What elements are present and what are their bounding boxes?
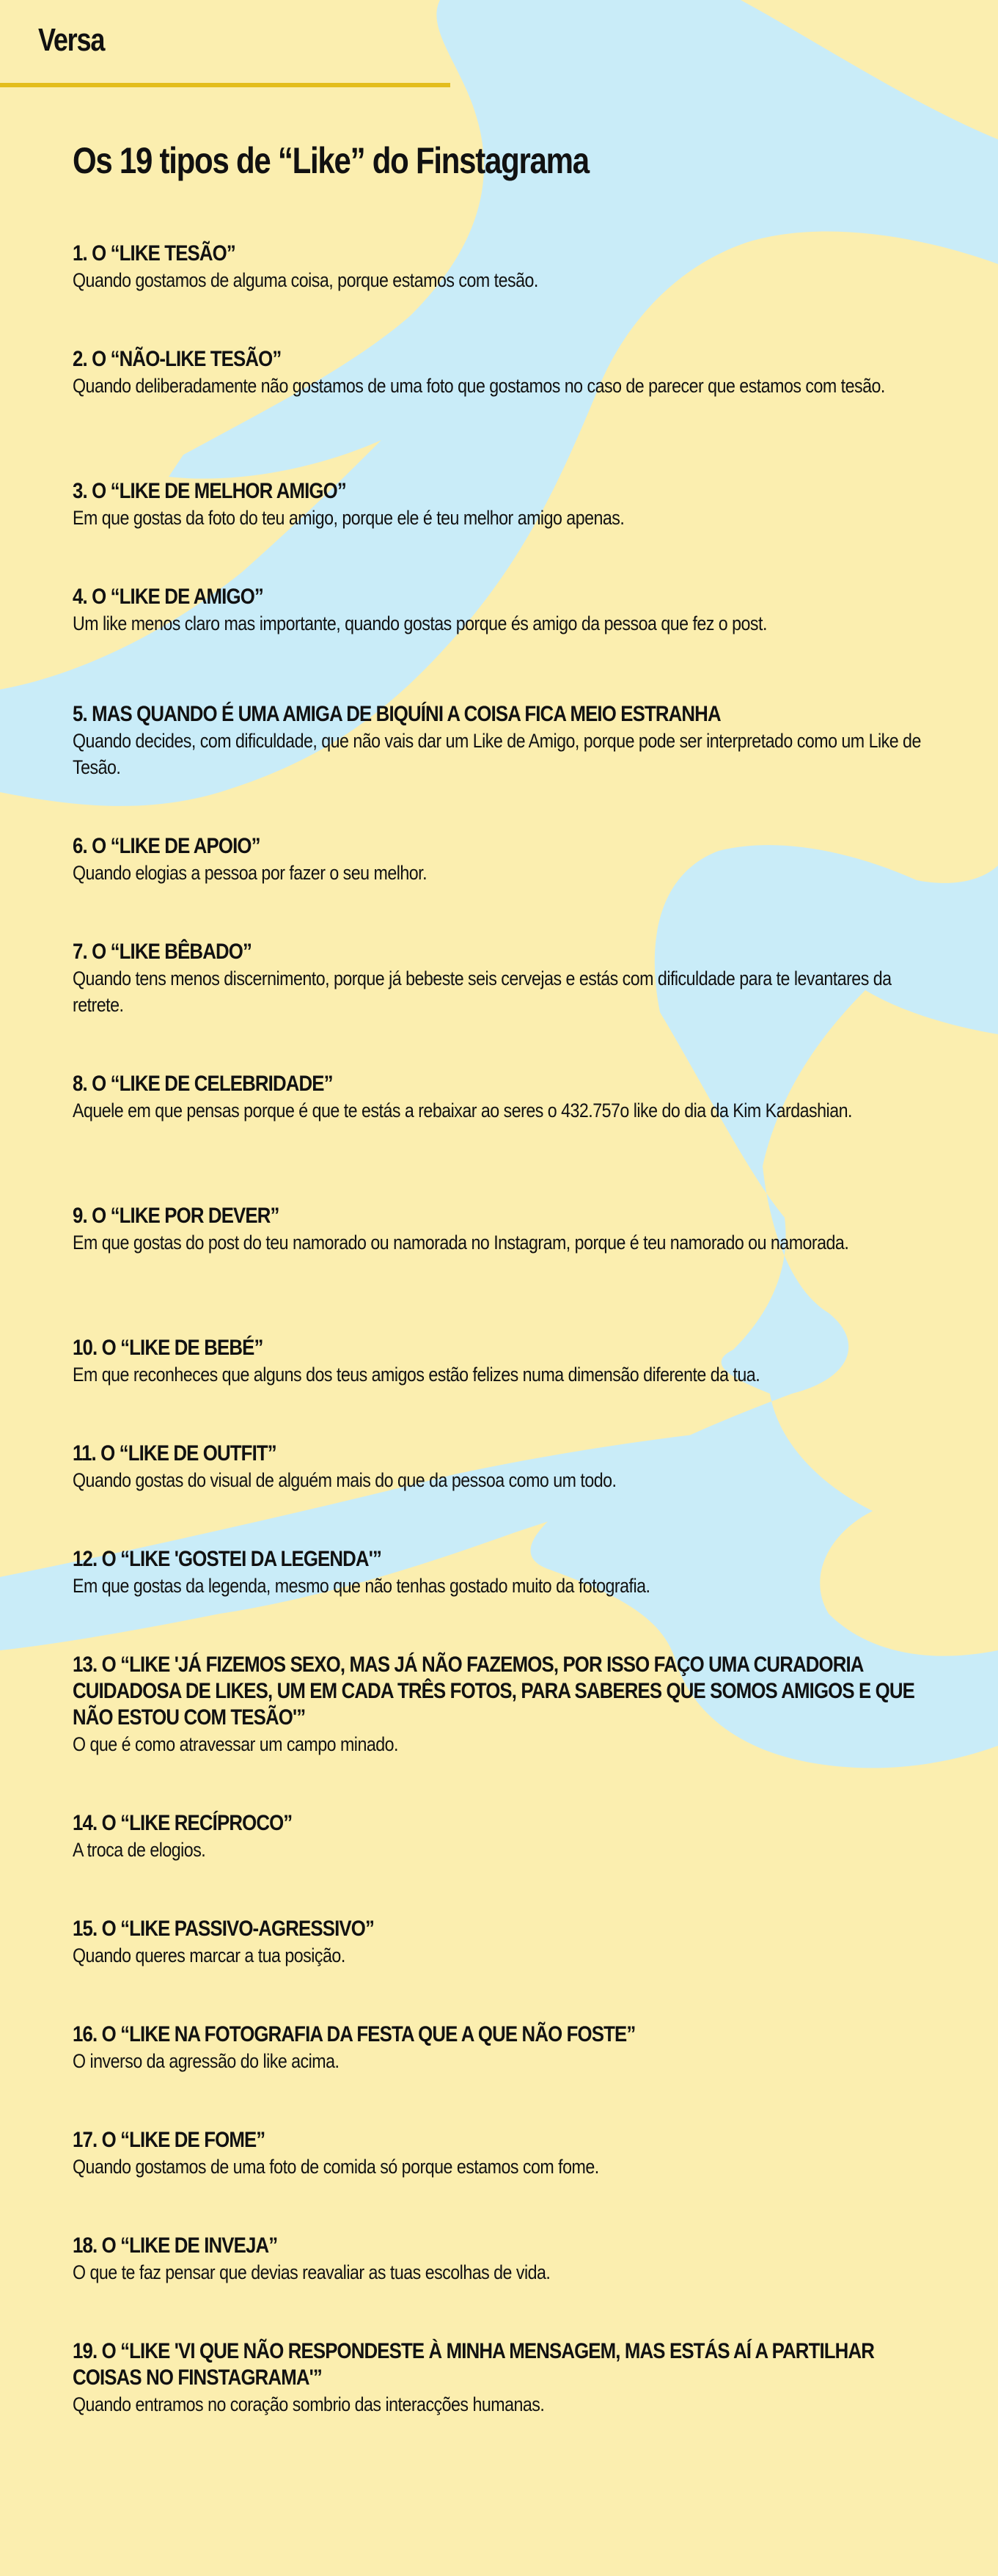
list-item	[73, 833, 938, 939]
item-description: Quando elogias a pessoa por fazer o seu melhor.	[73, 862, 428, 884]
item-description: Quando entramos no coração sombrio das interacções humanas.	[73, 2393, 545, 2415]
item-description: Quando deliberadamente não gostamos de uma foto que gostamos no caso de parecer que estamos com tesão.	[73, 375, 885, 397]
item-title: 3. O “LIKE DE MELHOR AMIGO”	[73, 479, 346, 503]
item-title: 7. O “LIKE BÊBADO”	[73, 940, 252, 964]
item-title: 16. O “LIKE NA FOTOGRAFIA DA FESTA QUE A QUE NÃO FOSTE”	[73, 2022, 636, 2046]
item-title: 19. O “LIKE 'VI QUE NÃO RESPONDESTE À MINHA MENSAGEM, MAS ESTÁS AÍ A PARTILHAR COISAS NO FINSTAGRAMA'”	[73, 2339, 874, 2390]
list-item	[73, 2021, 938, 2127]
list-item	[73, 1071, 938, 1203]
list-item	[73, 241, 938, 346]
list-item	[73, 584, 938, 701]
list-item	[73, 1810, 938, 1916]
item-title: 2. O “NÃO-LIKE TESÃO”	[73, 347, 282, 371]
item-description: Em que gostas da foto do teu amigo, porque ele é teu melhor amigo apenas.	[73, 507, 625, 529]
item-title: 8. O “LIKE DE CELEBRIDADE”	[73, 1072, 333, 1096]
item-description: O que te faz pensar que devias reavaliar as tuas escolhas de vida.	[73, 2261, 551, 2283]
item-description: Quando gostas do visual de alguém mais do que da pessoa como um todo.	[73, 1469, 617, 1491]
item-title: 18. O “LIKE DE INVEJA”	[73, 2233, 278, 2258]
item-title: 13. O “LIKE 'JÁ FIZEMOS SEXO, MAS JÁ NÃO FAZEMOS, POR ISSO FAÇO UMA CURADORIA CUIDADOSA DE LIKES, UM EM CADA TRÊS FOTOS, PARA SABERES QUE SOMOS AMIGOS E QUE NÃO ESTOU COM TESÃO'”	[73, 1653, 915, 1730]
item-title: 12. O “LIKE 'GOSTEI DA LEGENDA'”	[73, 1547, 382, 1571]
brand-logo[interactable]: Versa	[38, 22, 105, 58]
item-description: Quando gostamos de alguma coisa, porque estamos com tesão.	[73, 269, 538, 291]
item-description: O que é como atravessar um campo minado.	[73, 1733, 398, 1755]
item-description: Em que reconheces que alguns dos teus amigos estão felizes numa dimensão diferente da tua.	[73, 1364, 760, 1386]
item-description: Quando decides, com dificuldade, que não vais dar um Like de Amigo, porque pode ser interpretado como um Like de Tesão.	[73, 730, 921, 778]
list-item	[73, 1441, 938, 1546]
list-item	[73, 939, 938, 1071]
item-title: 10. O “LIKE DE BEBÉ”	[73, 1336, 263, 1360]
list-item	[73, 1335, 938, 1441]
item-title: 15. O “LIKE PASSIVO-AGRESSIVO”	[73, 1917, 374, 1941]
list-item	[73, 2233, 938, 2338]
list-item	[73, 1546, 938, 1652]
item-title: 4. O “LIKE DE AMIGO”	[73, 585, 263, 609]
list-item	[73, 346, 938, 478]
header-divider	[0, 83, 450, 87]
item-title: 6. O “LIKE DE APOIO”	[73, 834, 260, 858]
item-title: 1. O “LIKE TESÃO”	[73, 241, 235, 266]
article-title: Os 19 tipos de “Like” do Finstagrama	[73, 140, 589, 181]
item-description: Quando queres marcar a tua posição.	[73, 1944, 345, 1966]
item-description: Em que gostas do post do teu namorado ou namorada no Instagram, porque é teu namorado ou namorada.	[73, 1232, 849, 1254]
item-title: 5. MAS QUANDO É UMA AMIGA DE BIQUÍNI A COISA FICA MEIO ESTRANHA	[73, 702, 721, 726]
item-description: Aquele em que pensas porque é que te estás a rebaixar ao seres o 432.757o like do dia da Kim Kardashian.	[73, 1099, 852, 1121]
article	[73, 139, 938, 2485]
list-item	[73, 1203, 938, 1335]
list-item	[73, 2127, 938, 2233]
site-header	[0, 0, 455, 89]
item-description: Quando gostamos de uma foto de comida só porque estamos com fome.	[73, 2156, 599, 2178]
item-description: A troca de elogios.	[73, 1839, 206, 1861]
item-description: Quando tens menos discernimento, porque já bebeste seis cervejas e estás com dificuldade para te levantares da retrete.	[73, 967, 892, 1016]
item-title: 14. O “LIKE RECÍPROCO”	[73, 1811, 293, 1835]
item-description: O inverso da agressão do like acima.	[73, 2050, 340, 2072]
list-item	[73, 1652, 938, 1810]
item-title: 11. O “LIKE DE OUTFIT”	[73, 1441, 276, 1466]
list-item	[73, 1916, 938, 2021]
list-item	[73, 2338, 938, 2485]
item-list	[73, 241, 938, 2485]
list-item	[73, 701, 938, 833]
item-title: 9. O “LIKE POR DEVER”	[73, 1204, 279, 1228]
item-description: Um like menos claro mas importante, quando gostas porque és amigo da pessoa que fez o post.	[73, 612, 767, 634]
item-description: Em que gostas da legenda, mesmo que não tenhas gostado muito da fotografia.	[73, 1575, 650, 1597]
item-title: 17. O “LIKE DE FOME”	[73, 2128, 265, 2152]
list-item	[73, 478, 938, 584]
